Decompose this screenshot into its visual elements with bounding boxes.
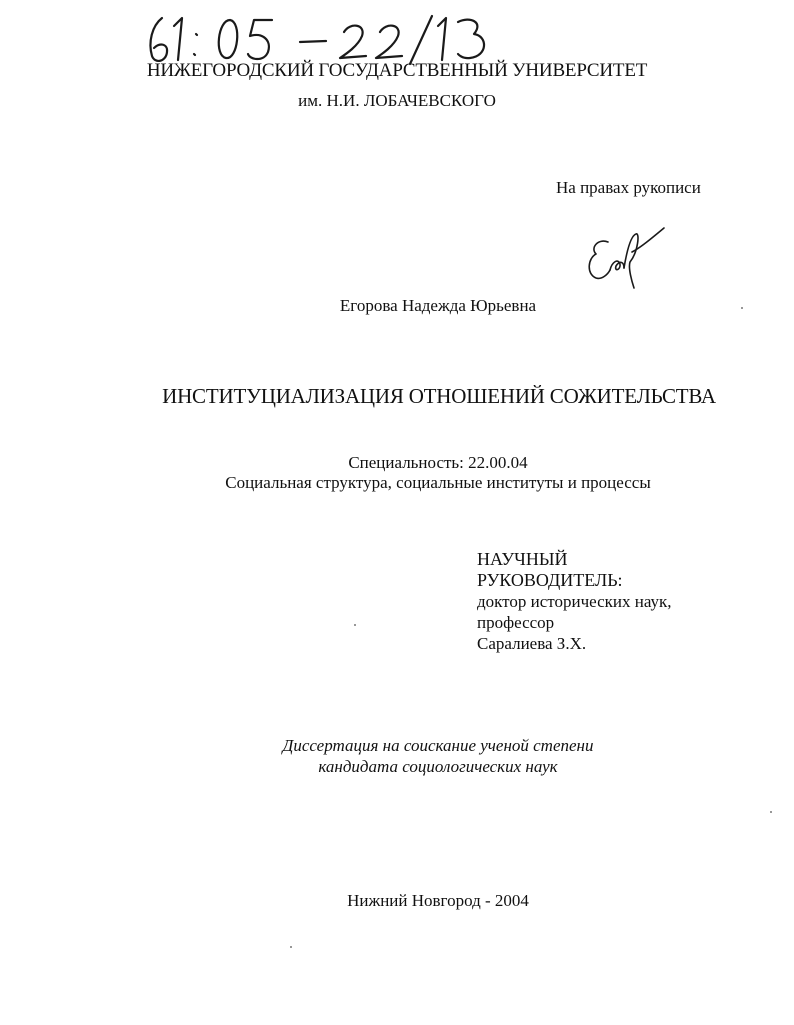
author-name: Егорова Надежда Юрьевна [339,296,537,315]
city-year: Нижний Новгород - 2004 [347,891,529,910]
supervisor-name: Саралиева З.Х. [477,634,587,653]
supervisor-rank: профессор [477,613,555,632]
university-name: им. Н.И. ЛОБАЧЕВСКОГО [298,91,496,110]
supervisor-heading-line2: РУКОВОДИТЕЛЬ: [477,570,623,590]
scan-speck [741,307,743,309]
scan-speck [770,811,772,813]
university-title: НИЖЕГОРОДСКИЙ ГОСУДАРСТВЕННЫЙ УНИВЕРСИТЕТ [146,60,648,81]
dissertation-title: ИНСТИТУЦИАЛИЗАЦИЯ ОТНОШЕНИЙ СОЖИТЕЛЬСТВА [162,384,716,408]
manuscript-rights-note: На правах рукописи [556,178,701,197]
scan-speck [354,624,356,626]
dissertation-degree-note [0,735,794,777]
signature [584,222,674,292]
dissertation-line-2: кандидата социологических наук [318,757,558,776]
supervisor-degree: доктор исторических наук, [477,592,672,611]
specialty-name: Социальная структура, социальные институты и процессы [225,473,651,492]
scan-speck [290,946,292,948]
specialty-code: Специальность: 22.00.04 [348,453,528,472]
dissertation-line-1: Диссертация на соискание ученой степени [282,736,594,755]
supervisor-block [477,549,672,654]
supervisor-heading-line1: НАУЧНЫЙ [477,549,568,569]
